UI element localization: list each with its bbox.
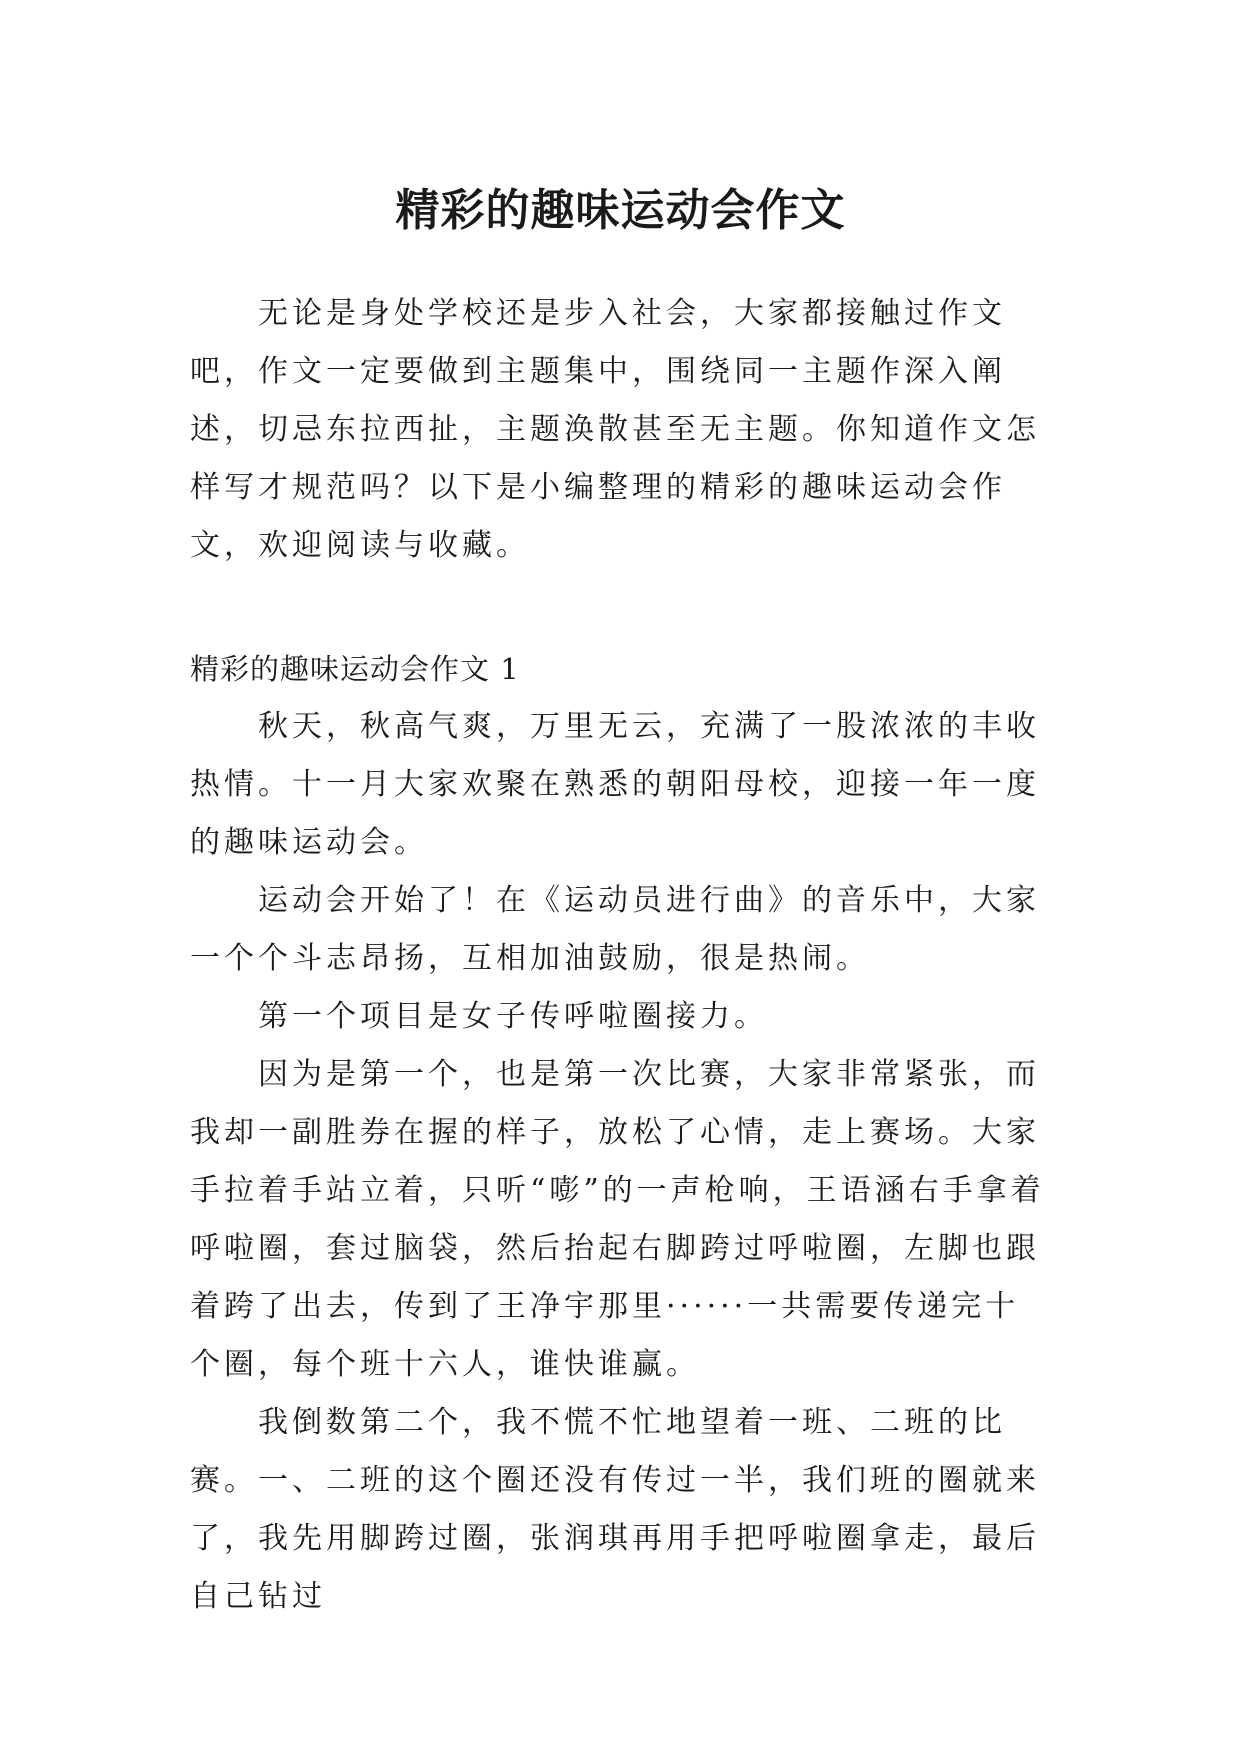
essay-paragraph: 第一个项目是女子传呼啦圈接力。 bbox=[258, 999, 768, 1034]
essay-heading: 精彩的趣味运动会作文 1 bbox=[190, 652, 520, 686]
essay-section bbox=[190, 640, 1050, 1626]
essay-paragraph: 因为是第一个，也是第一次比赛，大家非常紧张，而我却一副胜券在握的样子，放松了心情，走上赛场。大家手拉着手站立着，只听“嘭”的一声枪响，王语涵右手拿着呼啦圈，套过脑袋，然后抬起右脚跨过呼啦圈，左脚也跟着跨了出去，传到了王净宇那里······一共需要传递完十个圈，每个班十六人，谁快谁赢。 bbox=[190, 1057, 1045, 1382]
essay-paragraph: 运动会开始了！在《运动员进行曲》的音乐中，大家一个个斗志昂扬，互相加油鼓励，很是热闹。 bbox=[190, 883, 1040, 976]
document-title: 精彩的趣味运动会作文 bbox=[395, 185, 846, 237]
intro-paragraph: 无论是身处学校还是步入社会，大家都接触过作文吧，作文一定要做到主题集中，围绕同一主题作深入阐述，切忌东拉西扯，主题涣散甚至无主题。你知道作文怎样写才规范吗？以下是小编整理的精彩的趣味运动会作文，欢迎阅读与收藏。 bbox=[190, 296, 1040, 563]
essay-paragraph: 秋天，秋高气爽，万里无云，充满了一股浓浓的丰收热情。十一月大家欢聚在熟悉的朝阳母校，迎接一年一度的趣味运动会。 bbox=[190, 709, 1040, 860]
essay-paragraph: 我倒数第二个，我不慌不忙地望着一班、二班的比赛。一、二班的这个圈还没有传过一半，我们班的圈就来了，我先用脚跨过圈，张润琪再用手把呼啦圈拿走，最后自己钻过 bbox=[190, 1405, 1040, 1614]
intro-section bbox=[190, 285, 1050, 575]
